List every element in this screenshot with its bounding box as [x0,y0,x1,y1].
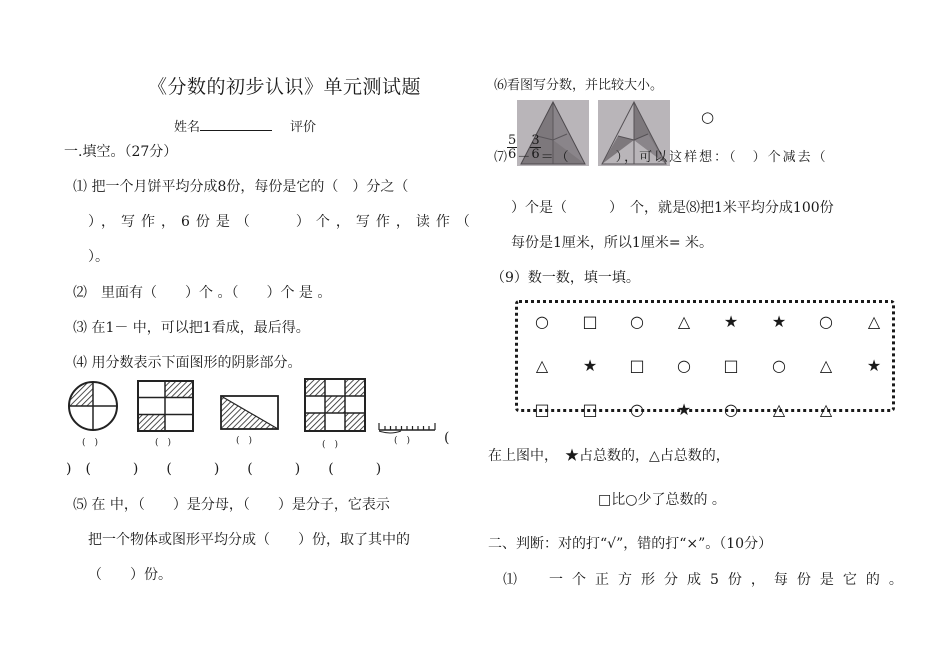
shape-circle-icon: ○ [724,400,738,419]
q5-line3: （ ）份。 [88,567,172,583]
q1-line3: ）。 [88,249,109,265]
q2-text: ⑵ 里面有（ ）个 。（ ）个 是 。 [73,285,332,301]
q9-text: （9）数一数，填一填。 [491,270,640,286]
shape-square-icon: □ [582,400,598,419]
shape-circle-icon: ○ [819,312,833,331]
q7-line2: ）个是（ ） 个，就是⑻把1米平均分成100份 [511,200,834,216]
q9-summary-2: □比○少了总数的 。 [598,492,726,508]
figure-circle-quarters [67,380,119,432]
shape-star-icon: ★ [866,356,882,375]
figure-label-2: ( ) [155,438,172,448]
shape-star-icon: ★ [676,400,692,419]
judge-q1: ⑴ 一个正方形分成5份，每份是它的。 [503,572,912,588]
shape-star-icon: ★ [771,312,787,331]
shape-square-icon: □ [534,400,550,419]
q1-line1: ⑴ 把一个月饼平均分成8份，每份是它的（ ）分之（ [73,179,409,195]
figure-label-3: ( ) [236,436,253,446]
figure-label-1: ( ) [82,438,99,448]
shape-triangle-icon: △ [677,312,691,331]
figure-rect-grid-9 [304,378,366,432]
q5-line1: ⑸ 在 中，（ ）是分母，（ ）是分子，它表示 [73,497,390,513]
q5-line2: 把一个物体或图形平均分成（ ）份，取了其中的 [88,532,410,548]
shape-star-icon: ★ [723,312,739,331]
shape-square-icon: □ [629,356,645,375]
fraction-5-6: $\frac{5}{6}$ [508,133,517,162]
figure-rect-triangle [220,395,280,431]
section-1-heading: 一.填空。（27分） [64,144,178,160]
figure-label-5: ( ) [394,436,411,446]
q4-answer-row[interactable]: ) ( ) ( ) ( ) ( ) [66,461,382,477]
shape-circle-icon: ○ [677,356,691,375]
shape-circle-icon: ○ [630,400,644,419]
figure-rect-grid-6 [137,380,195,432]
shape-count-box [515,300,895,412]
page-title: 《分数的初步认识》单元测试题 [148,76,422,98]
shape-star-icon: ★ [582,356,598,375]
shape-circle-icon: ○ [535,312,549,331]
q6-text: ⑹看图写分数，并比较大小。 [494,78,664,93]
shape-triangle-icon: △ [535,356,549,375]
shape-triangle-icon: △ [867,312,881,331]
q3-text: ⑶ 在1－ 中，可以把1看成，最后得。 [73,320,310,336]
minus-sign: － [517,150,531,165]
section-2-heading: 二、判断：对的打“√”，错的打“×”。（10分） [488,536,773,552]
q9-summary-1: 在上图中， ★占总数的，△占总数的， [488,448,730,464]
grade-label: 评价 [290,120,317,135]
q7-line1 [494,134,828,165]
figure-label-4: ( ) [322,440,339,450]
shape-triangle-icon: △ [772,400,786,419]
q7-prefix: ⑺ [494,150,508,165]
fraction-3-6: $\frac{3}{6}$ [531,133,540,162]
shape-square-icon: □ [723,356,739,375]
name-label: 姓名 [174,120,201,135]
q7-rest: ＝（ ），可以这样想：（ ）个减去（ [540,150,828,165]
q8-line1: ⑻把1米平均分成100份 [686,200,834,216]
shape-circle-icon: ○ [772,356,786,375]
q4-text: ⑷ 用分数表示下面图形的阴影部分。 [73,355,302,371]
student-info [174,116,316,135]
compare-circle[interactable]: ○ [701,108,715,126]
shape-circle-icon: ○ [630,312,644,331]
shape-triangle-icon: △ [819,400,833,419]
trailing-paren: ( [444,430,450,446]
q1-line2: ），写作，6份是（ ）个，写作，读作（ [88,214,476,230]
shape-square-icon: □ [582,312,598,331]
q8-line2: 每份是1厘米，所以1厘米= 米。 [511,235,713,251]
shape-triangle-icon: △ [819,356,833,375]
name-field[interactable] [200,118,272,131]
